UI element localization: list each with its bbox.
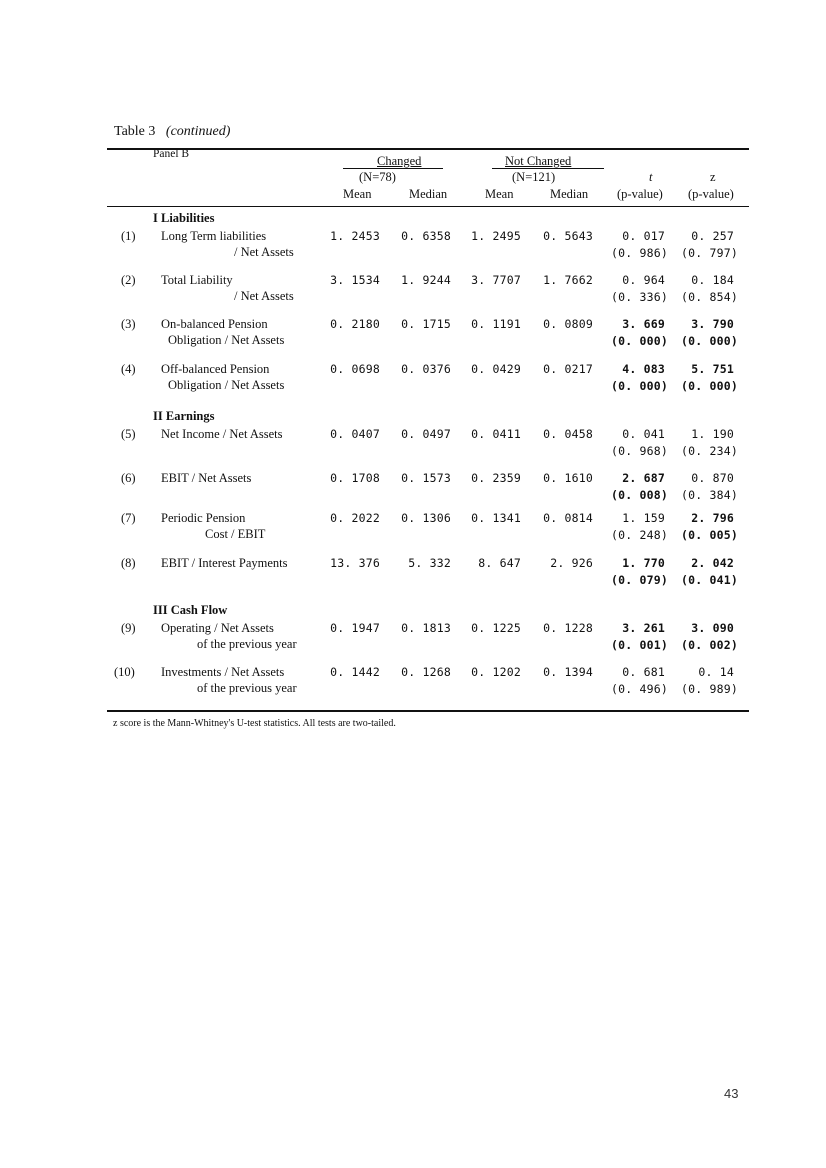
table-cell: 0. 1715 [401,317,451,331]
header-changed-median: Median [409,187,448,201]
t-pvalue: (0. 986) [611,246,668,260]
z-pvalue: (0. 041) [681,573,738,587]
header-not-changed: Not Changed [505,154,572,168]
table-cell: 0. 1442 [330,665,380,679]
header-notchanged-median: Median [550,187,589,201]
row-label: Net Income / Net Assets [161,427,283,441]
row-index: (8) [121,556,136,570]
page-number: 43 [724,1086,739,1101]
table-cell: 0. 6358 [401,229,451,243]
t-stat: 1. 159 [622,511,665,525]
row-index: (7) [121,511,136,525]
table-cell: 0. 5643 [543,229,593,243]
section-cash-flow: III Cash Flow [153,603,228,617]
table-title-text: Table 3 [114,124,156,139]
t-stat: 3. 669 [622,317,665,331]
row-index: (6) [121,471,136,485]
z-stat: 0. 14 [698,665,734,679]
table-title [114,124,230,140]
z-stat: 3. 090 [691,621,734,635]
table-cell: 0. 1947 [330,621,380,635]
footnote: z score is the Mann-Whitney's U-test statistics. All tests are two-tailed. [113,718,396,729]
z-pvalue: (0. 384) [681,488,738,502]
section-earnings: II Earnings [153,409,215,423]
z-stat: 2. 042 [691,556,734,570]
z-pvalue: (0. 989) [681,682,738,696]
table-cell: 0. 1573 [401,471,451,485]
table-cell: 13. 376 [330,556,380,570]
table-cell: 1. 2495 [471,229,521,243]
table-cell: 0. 1225 [471,621,521,635]
table-cell: 1. 7662 [543,273,593,287]
row-label: EBIT / Interest Payments [161,556,288,570]
table-cell: 0. 2359 [471,471,521,485]
table-cell: 0. 1306 [401,511,451,525]
table-cell: 0. 1202 [471,665,521,679]
row-label-cont: / Net Assets [234,289,294,303]
row-label-cont: / Net Assets [234,245,294,259]
row-index: (2) [121,273,136,287]
row-label: EBIT / Net Assets [161,471,252,485]
row-index: (4) [121,362,136,376]
z-pvalue: (0. 000) [681,379,738,393]
t-pvalue: (0. 000) [611,379,668,393]
table-cell: 0. 0411 [471,427,521,441]
t-stat: 0. 041 [622,427,665,441]
t-pvalue: (0. 000) [611,334,668,348]
table-cell: 0. 0217 [543,362,593,376]
z-stat: 3. 790 [691,317,734,331]
row-label-cont: Obligation / Net Assets [168,333,285,347]
z-stat: 0. 870 [691,471,734,485]
row-label: On-balanced Pension [161,317,268,331]
not-changed-underline [492,168,604,169]
table-title-note: (continued) [165,124,231,139]
row-label: Long Term liabilities [161,229,267,243]
row-index: (9) [121,621,136,635]
table-cell: 0. 1268 [401,665,451,679]
table-cell: 0. 1228 [543,621,593,635]
t-pvalue: (0. 968) [611,444,668,458]
header-pvalue-z: (p-value) [688,187,734,201]
table-cell: 1. 9244 [401,273,451,287]
row-label: Operating / Net Assets [161,621,274,635]
table-cell: 0. 0814 [543,511,593,525]
table-cell: 1. 2453 [330,229,380,243]
table-cell: 0. 1341 [471,511,521,525]
header-not-changed-n: (N=121) [512,170,556,184]
z-pvalue: (0. 797) [681,246,738,260]
row-index: (3) [121,317,136,331]
t-pvalue: (0. 079) [611,573,668,587]
z-pvalue: (0. 002) [681,638,738,652]
t-stat: 0. 964 [622,273,665,287]
table-cell: 0. 0497 [401,427,451,441]
header-changed-mean: Mean [343,187,372,201]
z-pvalue: (0. 005) [681,528,738,542]
row-label: Investments / Net Assets [161,665,285,679]
t-stat: 3. 261 [622,621,665,635]
z-stat: 5. 751 [691,362,734,376]
header-t: t [649,170,653,184]
header-notchanged-mean: Mean [485,187,514,201]
z-pvalue: (0. 234) [681,444,738,458]
header-changed: Changed [377,154,422,168]
table-cell: 0. 2180 [330,317,380,331]
t-stat: 0. 681 [622,665,665,679]
row-label-cont: Obligation / Net Assets [168,378,285,392]
table-cell: 0. 0698 [330,362,380,376]
row-label: Periodic Pension [161,511,246,525]
table-cell: 3. 1534 [330,273,380,287]
t-pvalue: (0. 248) [611,528,668,542]
section-liabilities: I Liabilities [153,211,215,225]
t-stat: 1. 770 [622,556,665,570]
row-label-cont: of the previous year [197,681,297,695]
table-cell: 0. 2022 [330,511,380,525]
row-label-cont: of the previous year [197,637,297,651]
t-stat: 2. 687 [622,471,665,485]
header-changed-n: (N=78) [359,170,396,184]
table-cell: 0. 1394 [543,665,593,679]
table-cell: 0. 0809 [543,317,593,331]
t-stat: 0. 017 [622,229,665,243]
table-cell: 0. 1610 [543,471,593,485]
changed-underline [343,168,443,169]
table-cell: 3. 7707 [471,273,521,287]
z-stat: 1. 190 [691,427,734,441]
t-pvalue: (0. 001) [611,638,668,652]
t-pvalue: (0. 008) [611,488,668,502]
z-stat: 2. 796 [691,511,734,525]
table-cell: 0. 0376 [401,362,451,376]
row-index: (1) [121,229,136,243]
row-label: Total Liability [161,273,233,287]
table-cell: 2. 926 [550,556,593,570]
z-pvalue: (0. 854) [681,290,738,304]
table-cell: 0. 1191 [471,317,521,331]
table-cell: 0. 0458 [543,427,593,441]
t-pvalue: (0. 496) [611,682,668,696]
z-stat: 0. 257 [691,229,734,243]
t-pvalue: (0. 336) [611,290,668,304]
bottom-rule [107,710,749,712]
header-pvalue-t: (p-value) [617,187,663,201]
top-rule [107,148,749,150]
z-stat: 0. 184 [691,273,734,287]
row-label: Off-balanced Pension [161,362,270,376]
row-label-cont: Cost / EBIT [205,527,266,541]
table-cell: 0. 0407 [330,427,380,441]
header-rule [107,206,749,207]
table-cell: 0. 0429 [471,362,521,376]
z-pvalue: (0. 000) [681,334,738,348]
row-index: (5) [121,427,136,441]
table-cell: 8. 647 [478,556,521,570]
table-cell: 0. 1708 [330,471,380,485]
t-stat: 4. 083 [622,362,665,376]
panel-label: Panel B [153,148,190,160]
row-index: (10) [114,665,135,679]
header-z: z [710,170,716,184]
table-cell: 0. 1813 [401,621,451,635]
table-cell: 5. 332 [408,556,451,570]
